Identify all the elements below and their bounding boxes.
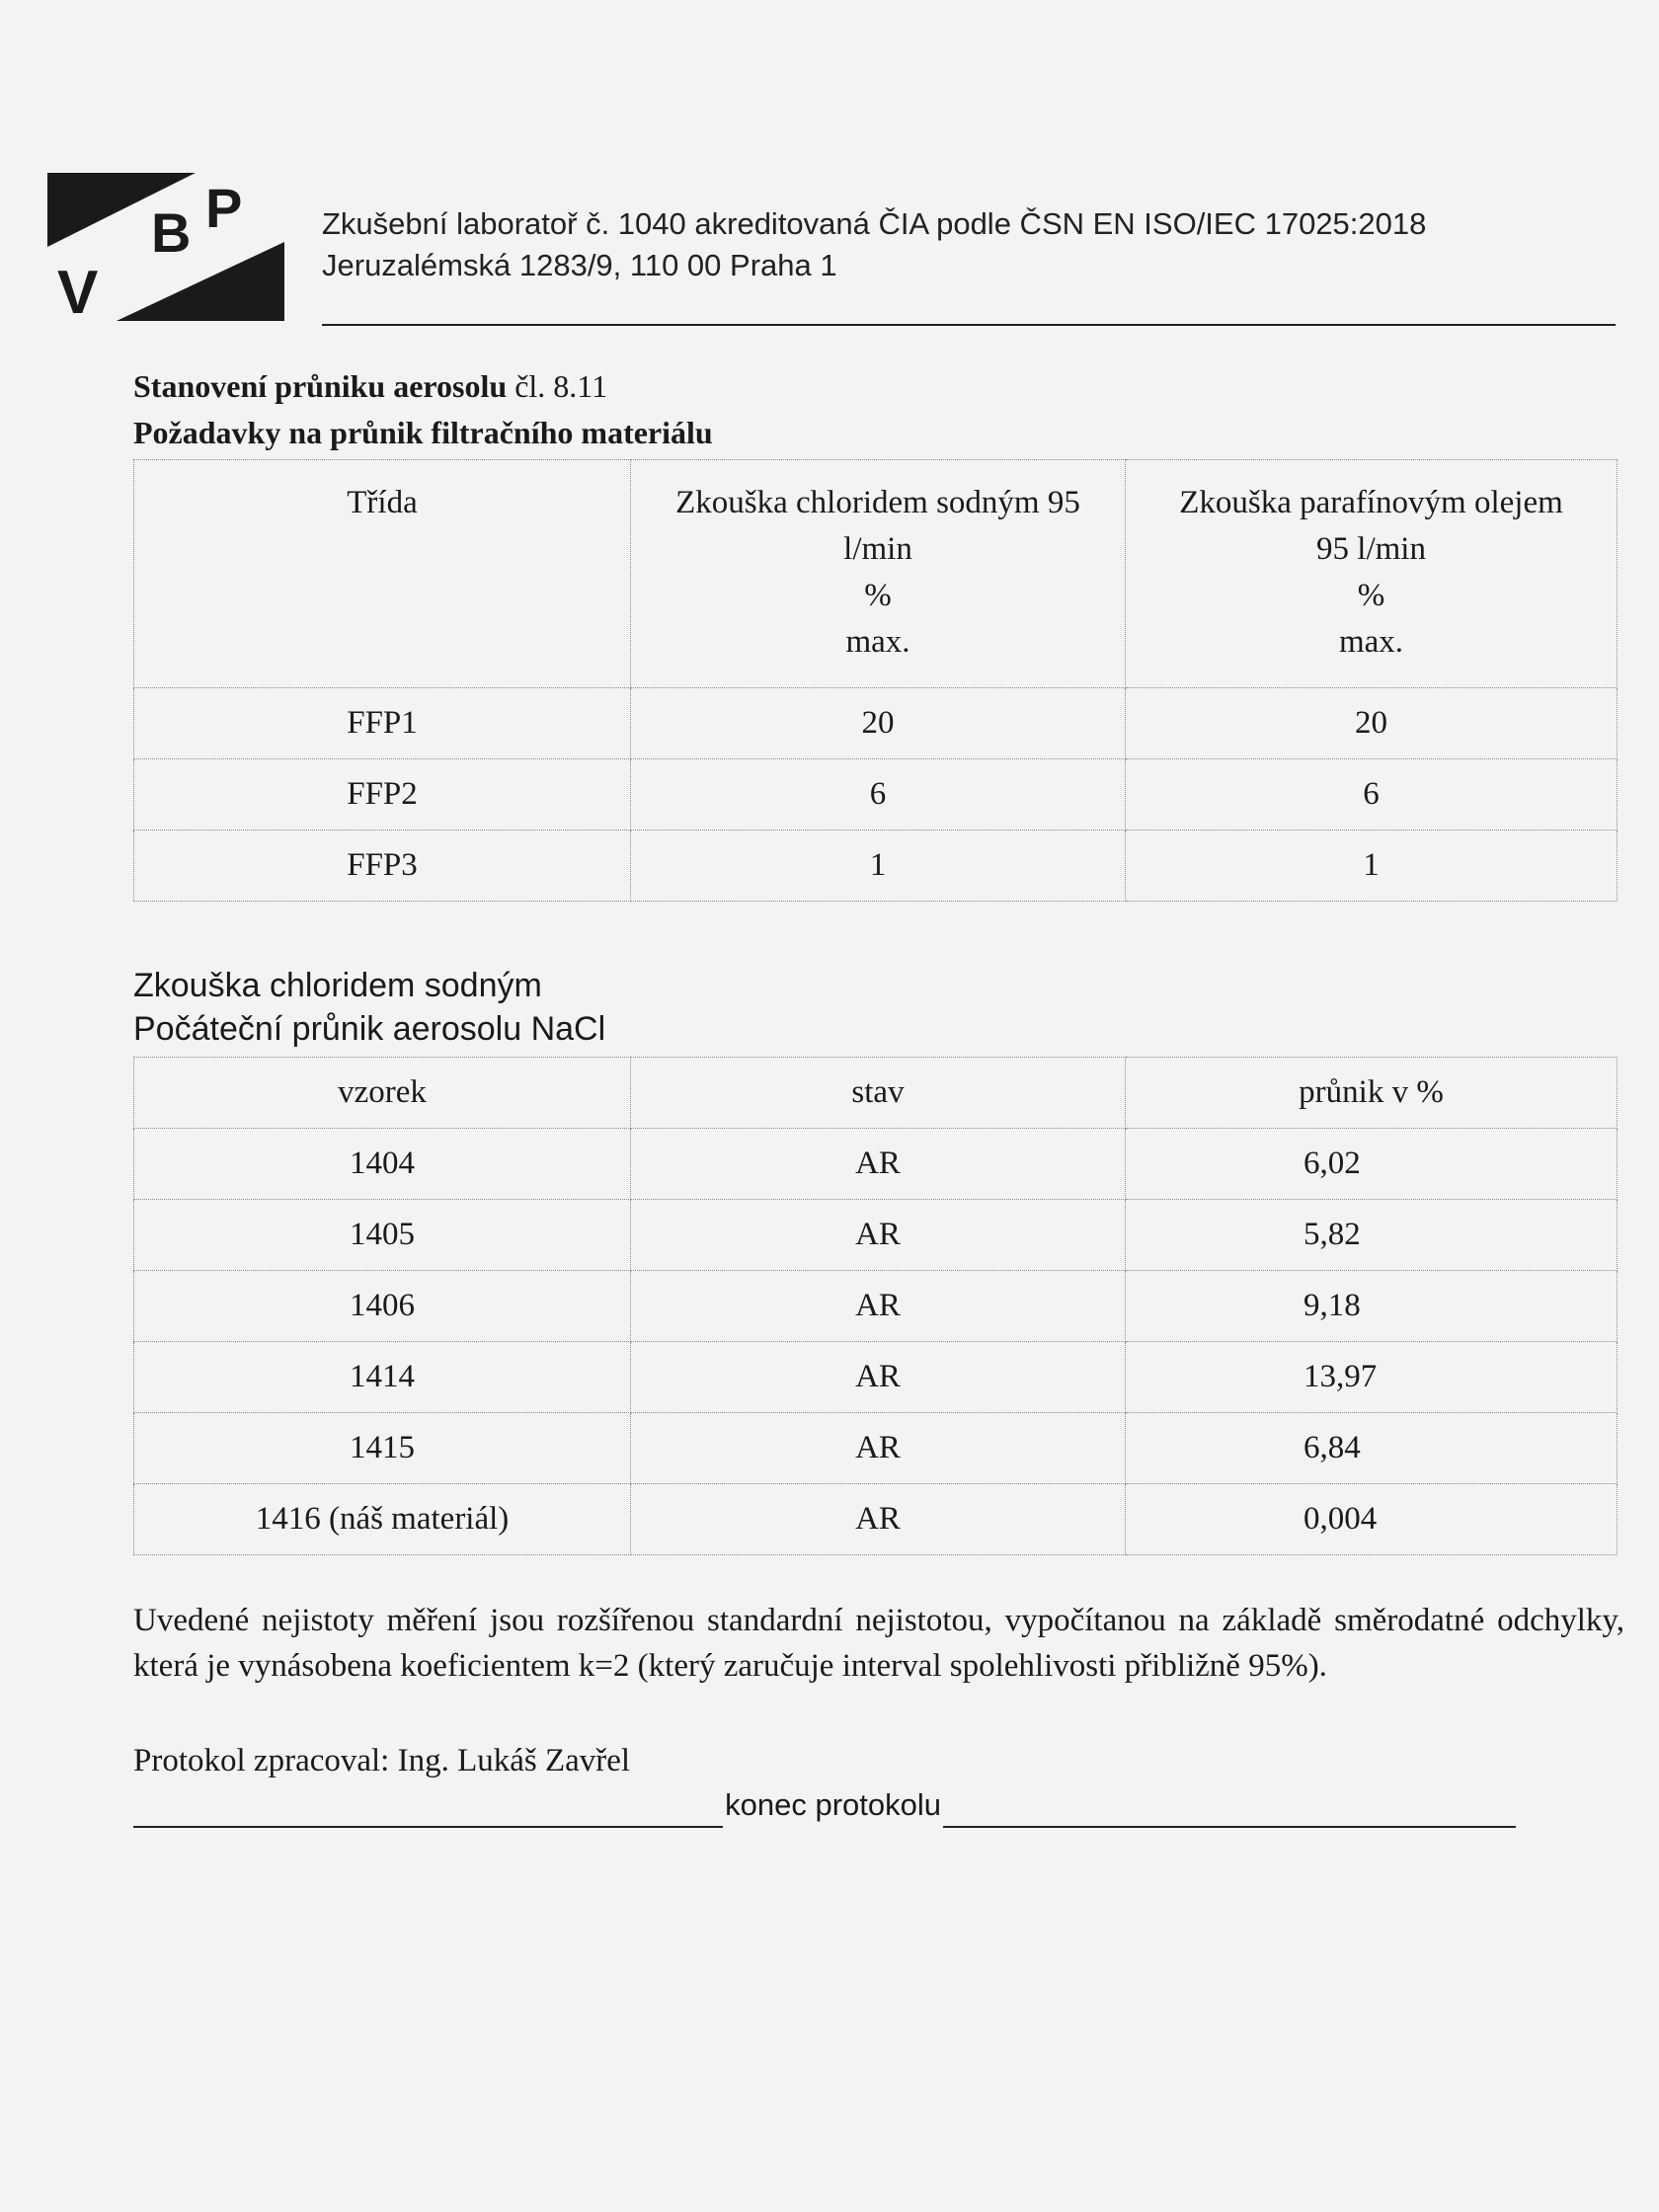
cell-olej: 1: [1126, 830, 1618, 902]
cell-nacl: 6: [631, 759, 1126, 830]
svg-text:V: V: [57, 259, 99, 321]
table-header-row: [134, 460, 1618, 688]
section1-subtitle: Požadavky na průnik filtračního materiálu: [133, 415, 713, 450]
cell-vzorek: 1414: [134, 1342, 631, 1413]
header-vzorek: vzorek: [134, 1058, 631, 1129]
end-text: konec protokolu: [725, 1787, 941, 1822]
cell-vzorek: 1404: [134, 1129, 631, 1200]
cell-trida: FFP1: [134, 688, 631, 759]
section2-title: Zkouška chloridem sodným: [133, 967, 542, 1004]
cell-stav: AR: [631, 1413, 1126, 1484]
table-row: [134, 759, 1618, 830]
uncertainty-note: Uvedené nejistoty měření jsou rozšířenou standardní nejistotou, vypočítanou na základě směrodatné odchylky, která je vynásobena koeficientem k=2 (který zaručuje interval spolehlivosti přibližně 95%).: [133, 1603, 1624, 1684]
cell-nacl: 1: [631, 830, 1126, 902]
cell-stav: AR: [631, 1342, 1126, 1413]
lab-accreditation: Zkušební laboratoř č. 1040 akreditovaná ČIA podle ČSN EN ISO/IEC 17025:2018: [322, 206, 1427, 241]
end-rule-left: [133, 1792, 723, 1828]
table-row: [134, 1200, 1618, 1271]
section2-heading: [133, 964, 605, 1051]
svg-text:P: P: [205, 177, 243, 239]
header-olej: Zkouška parafínovým olejem 95 l/min % max.: [1126, 460, 1618, 688]
requirements-table: [133, 459, 1618, 902]
lab-address: Jeruzalémská 1283/9, 110 00 Praha 1: [322, 248, 837, 282]
cell-olej: 20: [1126, 688, 1618, 759]
processed-by: Protokol zpracoval: Ing. Lukáš Zavřel: [133, 1743, 631, 1778]
cell-prunik: 5,82: [1126, 1200, 1618, 1271]
cell-vzorek: 1416 (náš materiál): [134, 1484, 631, 1555]
table-header-row: [134, 1058, 1618, 1129]
results-table: [133, 1057, 1618, 1555]
cell-prunik: 6,84: [1126, 1413, 1618, 1484]
cell-trida: FFP3: [134, 830, 631, 902]
cell-trida: FFP2: [134, 759, 631, 830]
header-divider: [322, 324, 1616, 326]
end-rule-right: [943, 1792, 1516, 1828]
section1-title: Stanovení průniku aerosolu čl. 8.11: [133, 368, 608, 404]
svg-text:B: B: [151, 201, 192, 264]
cell-stav: AR: [631, 1271, 1126, 1342]
table-row: [134, 1413, 1618, 1484]
end-of-protocol: [133, 1782, 1516, 1828]
cell-prunik: 0,004: [1126, 1484, 1618, 1555]
table-row: [134, 688, 1618, 759]
header-nacl: Zkouška chloridem sodným 95 l/min % max.: [631, 460, 1126, 688]
table-row: [134, 1271, 1618, 1342]
cell-nacl: 20: [631, 688, 1126, 759]
cell-prunik: 9,18: [1126, 1271, 1618, 1342]
header-stav: stav: [631, 1058, 1126, 1129]
table-row: [134, 1484, 1618, 1555]
vubp-logo: [47, 173, 284, 321]
cell-vzorek: 1405: [134, 1200, 631, 1271]
cell-vzorek: 1415: [134, 1413, 631, 1484]
cell-stav: AR: [631, 1484, 1126, 1555]
cell-stav: AR: [631, 1129, 1126, 1200]
lab-header: [322, 203, 1426, 286]
cell-vzorek: 1406: [134, 1271, 631, 1342]
cell-olej: 6: [1126, 759, 1618, 830]
header-trida: Třída: [134, 460, 631, 688]
table-row: [134, 1129, 1618, 1200]
table-row: [134, 830, 1618, 902]
cell-stav: AR: [631, 1200, 1126, 1271]
header-prunik: průnik v %: [1126, 1058, 1618, 1129]
cell-prunik: 13,97: [1126, 1342, 1618, 1413]
section2-subtitle: Počáteční průnik aerosolu NaCl: [133, 1010, 606, 1048]
table-row: [134, 1342, 1618, 1413]
cell-prunik: 6,02: [1126, 1129, 1618, 1200]
svg-text:Ú: Ú: [97, 230, 138, 294]
